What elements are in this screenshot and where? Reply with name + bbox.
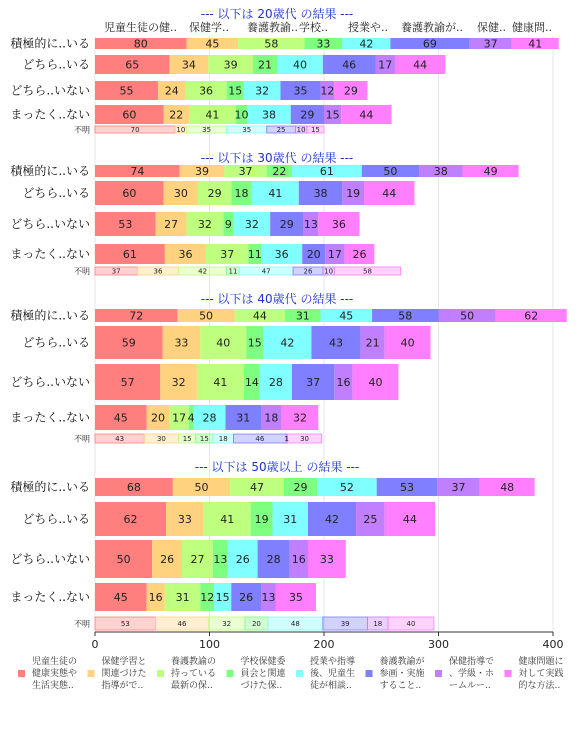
- category-label: まったく..ない: [10, 107, 90, 122]
- column-header: 保健..: [477, 21, 506, 34]
- legend-label: 指導がで..: [101, 681, 144, 691]
- data-label: 25: [363, 513, 378, 526]
- data-label: 61: [122, 248, 137, 261]
- x-tick-label: 100: [199, 638, 220, 651]
- data-label: 47: [261, 267, 271, 276]
- data-label: 29: [300, 108, 315, 122]
- data-label: 20: [251, 620, 261, 628]
- category-label: 積極的に..いる: [10, 36, 90, 51]
- data-label: 28: [266, 553, 281, 566]
- data-label: 31: [175, 591, 190, 604]
- data-label: 32: [244, 218, 259, 231]
- data-label: 62: [123, 513, 138, 526]
- data-label: 41: [528, 37, 543, 51]
- data-label: 31: [236, 411, 251, 425]
- data-label: 33: [174, 336, 189, 350]
- data-label: 19: [254, 513, 269, 526]
- data-label: 68: [126, 481, 141, 494]
- data-label: 45: [113, 591, 128, 604]
- data-label: 42: [198, 267, 208, 276]
- category-label: どちら..いない: [10, 217, 90, 231]
- data-label: 55: [119, 84, 134, 98]
- data-label: 57: [120, 376, 135, 389]
- data-label: 13: [261, 591, 276, 604]
- data-label: 29: [207, 187, 222, 200]
- data-label: 46: [177, 620, 187, 628]
- data-label: 17: [172, 411, 187, 425]
- data-label: 44: [359, 108, 374, 122]
- data-label: 29: [343, 84, 358, 98]
- data-label: 39: [223, 58, 238, 72]
- column-header: 養護教諭..: [247, 21, 298, 34]
- legend-label: 授業や指導: [310, 657, 356, 667]
- data-label: 27: [164, 218, 179, 231]
- data-label: 30: [173, 187, 188, 200]
- data-label: 45: [113, 411, 128, 425]
- data-label: 41: [268, 187, 283, 200]
- data-label: 62: [524, 309, 539, 323]
- data-label: 60: [122, 187, 137, 200]
- data-label: 10: [324, 267, 334, 276]
- x-axis: [92, 632, 564, 651]
- data-label: 41: [213, 376, 228, 389]
- legend-swatch: [435, 670, 442, 677]
- data-label: 46: [255, 435, 265, 443]
- legend-label: 保健学習と: [101, 657, 147, 667]
- data-label: 37: [238, 165, 253, 178]
- data-label: 72: [129, 309, 144, 323]
- data-label: 45: [339, 309, 354, 323]
- category-label: どちら..いない: [10, 552, 90, 566]
- data-label: 21: [258, 58, 273, 72]
- data-label: 28: [202, 411, 217, 425]
- panel-title: --- 以下は 20歳代 の結果 ---: [200, 7, 354, 21]
- category-label: まったく..ない: [10, 590, 90, 604]
- data-label: 48: [500, 481, 515, 494]
- data-label: 22: [169, 108, 184, 122]
- data-label: 20: [306, 248, 321, 261]
- data-label: 37: [220, 248, 235, 261]
- data-label: 35: [293, 84, 308, 98]
- data-label: 43: [115, 435, 125, 443]
- legend-label: 健康実態や: [32, 669, 78, 679]
- data-label: 47: [250, 481, 265, 494]
- column-header: 学校..: [299, 21, 328, 34]
- category-label: 不明: [74, 267, 90, 276]
- data-label: 32: [171, 376, 186, 389]
- data-label: 15: [199, 435, 209, 443]
- legend-label: 員会と関連: [240, 669, 286, 679]
- data-label: 36: [153, 267, 163, 276]
- data-label: 28: [268, 376, 283, 389]
- data-label: 9: [224, 218, 232, 231]
- data-label: 18: [218, 435, 228, 443]
- data-label: 31: [295, 309, 310, 323]
- data-label: 44: [382, 187, 397, 200]
- data-label: 11: [247, 248, 262, 261]
- data-label: 50: [116, 553, 131, 566]
- data-label: 80: [133, 37, 148, 51]
- legend-label: 対して実践: [518, 669, 564, 679]
- panel-title: --- 以下は 30歳代 の結果 ---: [200, 151, 354, 165]
- data-label: 12: [200, 591, 215, 604]
- category-label: 不明: [74, 125, 90, 135]
- data-label: 70: [130, 126, 140, 134]
- legend-label: 保健指導で: [449, 657, 495, 667]
- legend-label: 生活実態..: [32, 681, 74, 691]
- data-label: 39: [340, 620, 350, 628]
- data-label: 32: [197, 218, 212, 231]
- data-label: 48: [290, 620, 300, 628]
- data-label: 18: [264, 411, 279, 425]
- x-tick-label: 300: [428, 638, 449, 651]
- data-label: 33: [319, 553, 334, 566]
- data-label: 15: [247, 336, 262, 350]
- category-label: 積極的に..いる: [10, 308, 90, 323]
- data-label: 44: [402, 513, 417, 526]
- data-label: 38: [262, 108, 277, 122]
- data-label: 32: [255, 84, 270, 98]
- column-header: 授業や..: [348, 21, 388, 34]
- data-label: 12: [320, 84, 335, 98]
- legend-label: すること..: [379, 681, 422, 691]
- data-label: 74: [130, 165, 145, 178]
- data-label: 26: [352, 248, 367, 261]
- legend-label: 徒が相談..: [310, 681, 352, 691]
- legend-label: ームルー..: [449, 681, 491, 691]
- data-label: 60: [122, 108, 137, 122]
- data-label: 50: [460, 309, 475, 323]
- data-label: 35: [288, 591, 303, 604]
- data-label: 30: [156, 435, 166, 443]
- legend-label: 関連づけた: [101, 669, 147, 679]
- category-label: どちら..いる: [22, 335, 90, 350]
- data-label: 50: [194, 481, 209, 494]
- legend-label: 児童生徒の: [32, 657, 78, 667]
- data-label: 17: [327, 248, 342, 261]
- legend-label: 参画・実施: [379, 669, 425, 679]
- data-label: 19: [346, 187, 361, 200]
- data-label: 11: [228, 267, 238, 276]
- data-label: 37: [306, 376, 321, 389]
- data-label: 44: [413, 58, 428, 72]
- data-label: 40: [406, 620, 416, 628]
- legend-swatch: [366, 670, 373, 677]
- data-label: 15: [228, 84, 243, 98]
- data-label: 53: [400, 481, 415, 494]
- data-label: 34: [181, 58, 196, 72]
- data-label: 36: [331, 218, 346, 231]
- bars-layer: [95, 38, 567, 630]
- data-label: 37: [451, 481, 466, 494]
- data-label: 58: [264, 37, 279, 51]
- x-tick-label: 0: [91, 638, 99, 651]
- data-label: 29: [279, 218, 294, 231]
- data-label: 65: [125, 58, 140, 72]
- data-label: 37: [111, 267, 121, 276]
- data-label: 37: [483, 37, 498, 51]
- legend: [18, 655, 564, 691]
- category-label: どちら..いる: [22, 512, 90, 526]
- legend-swatch: [296, 670, 303, 677]
- data-label: 45: [205, 37, 220, 51]
- data-label: 22: [272, 165, 287, 178]
- data-label: 61: [319, 165, 334, 178]
- data-label: 10: [296, 126, 306, 134]
- data-label: 15: [215, 591, 230, 604]
- data-label: 50: [199, 309, 214, 323]
- legend-swatch: [18, 670, 25, 677]
- data-label: 40: [292, 58, 307, 72]
- data-label: 16: [336, 376, 351, 389]
- data-label: 18: [373, 620, 383, 628]
- legend-label: 最新の保..: [171, 681, 213, 691]
- x-tick-label: 400: [542, 638, 564, 651]
- data-label: 69: [422, 37, 437, 51]
- data-label: 14: [244, 376, 259, 389]
- legend-swatch: [88, 670, 95, 677]
- data-label: 26: [239, 591, 254, 604]
- data-label: 58: [398, 309, 413, 323]
- data-label: 32: [292, 411, 307, 425]
- data-label: 40: [216, 336, 231, 350]
- data-label: 41: [220, 513, 235, 526]
- data-label: 1: [284, 435, 290, 443]
- data-label: 35: [202, 126, 212, 134]
- data-label: 10: [234, 108, 249, 122]
- data-label: 40: [400, 336, 415, 350]
- data-label: 13: [213, 553, 228, 566]
- data-label: 32: [222, 620, 232, 628]
- legend-swatch: [505, 670, 512, 677]
- legend-label: づけた保..: [240, 681, 283, 691]
- data-label: 49: [483, 165, 498, 178]
- category-label: まったく..ない: [10, 247, 90, 261]
- data-label: 15: [182, 435, 192, 443]
- data-label: 53: [118, 218, 133, 231]
- data-label: 46: [342, 58, 357, 72]
- data-label: 36: [199, 84, 214, 98]
- data-label: 52: [339, 481, 354, 494]
- data-label: 42: [325, 513, 340, 526]
- data-label: 53: [120, 620, 130, 628]
- data-label: 50: [383, 165, 398, 178]
- category-label: 不明: [74, 434, 90, 444]
- data-label: 58: [363, 267, 372, 276]
- legend-label: 、学級・ホ: [449, 669, 495, 679]
- data-label: 31: [283, 513, 298, 526]
- data-label: 42: [280, 336, 295, 350]
- data-label: 30: [300, 435, 309, 443]
- data-label: 20: [150, 411, 165, 425]
- legend-label: 的な方法..: [518, 681, 561, 691]
- data-label: 15: [325, 108, 340, 122]
- data-label: 41: [205, 108, 220, 122]
- data-label: 4: [187, 411, 195, 425]
- data-label: 43: [329, 336, 344, 350]
- data-label: 44: [252, 309, 267, 323]
- column-header: 健康問..: [512, 21, 552, 34]
- data-label: 16: [148, 591, 163, 604]
- data-label: 36: [178, 248, 193, 261]
- data-label: 38: [433, 165, 448, 178]
- data-label: 21: [365, 336, 380, 350]
- data-label: 15: [310, 126, 320, 134]
- panel-title: --- 以下は 50歳以上 の結果 ---: [194, 460, 360, 474]
- category-label: どちら..いる: [22, 57, 90, 72]
- data-label: 59: [121, 336, 136, 350]
- data-label: 33: [316, 37, 331, 51]
- category-label: どちら..いる: [22, 186, 90, 200]
- data-label: 26: [160, 553, 175, 566]
- legend-label: 学校保健委: [240, 657, 286, 667]
- x-tick-label: 200: [313, 638, 335, 651]
- category-label: どちら..いない: [10, 83, 90, 98]
- legend-label: 健康問題に: [518, 657, 564, 667]
- data-label: 18: [234, 187, 249, 200]
- category-label: 積極的に..いる: [10, 480, 90, 494]
- column-header: 養護教諭が..: [401, 21, 463, 34]
- legend-swatch: [227, 670, 234, 677]
- data-label: 42: [359, 37, 374, 51]
- category-label: まったく..ない: [10, 410, 90, 425]
- data-label: 26: [303, 267, 313, 276]
- data-label: 36: [274, 248, 289, 261]
- data-label: 38: [313, 187, 328, 200]
- data-label: 33: [177, 513, 192, 526]
- data-label: 16: [291, 553, 306, 566]
- data-label: 25: [276, 126, 286, 134]
- data-label: 35: [242, 126, 252, 134]
- data-label: 40: [368, 376, 383, 389]
- data-label: 13: [303, 218, 318, 231]
- data-label: 17: [378, 58, 393, 72]
- panel-title: --- 以下は 40歳代 の結果 ---: [200, 292, 354, 306]
- category-label: どちら..いない: [10, 375, 90, 389]
- column-header: 児童生徒の健..: [104, 21, 177, 34]
- data-label: 39: [195, 165, 210, 178]
- legend-label: 養護教諭が: [379, 657, 425, 667]
- legend-label: 後、児童生: [310, 669, 356, 679]
- legend-label: 養護教諭の: [171, 657, 217, 667]
- data-label: 26: [235, 553, 250, 566]
- data-label: 29: [293, 481, 308, 494]
- data-label: 10: [176, 126, 186, 134]
- legend-label: 持っている: [171, 669, 217, 679]
- data-label: 24: [164, 84, 179, 98]
- column-header: 保健学..: [189, 21, 229, 34]
- category-label: 不明: [74, 619, 90, 629]
- category-label: 積極的に..いる: [10, 164, 90, 178]
- legend-swatch: [157, 670, 164, 677]
- data-label: 27: [190, 553, 205, 566]
